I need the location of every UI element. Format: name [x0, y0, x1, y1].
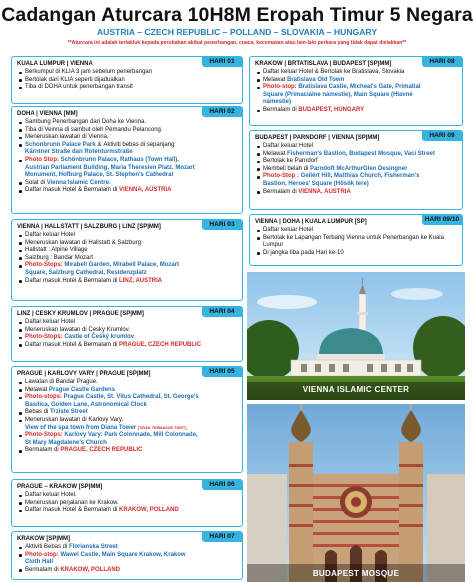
activity-text: VIENNA, AUSTRIA	[119, 187, 172, 194]
day-badge: HARI 02	[202, 107, 242, 117]
activity-text: Florianska Street	[69, 544, 118, 550]
activity-text: Cloth Hall	[25, 559, 53, 566]
activity-text: Meneruskan lawatan di Hallstatt & Salzburg	[25, 239, 142, 246]
day-card-01	[11, 56, 243, 104]
day-badge: HARI 05	[202, 367, 242, 377]
activity-item	[17, 425, 237, 433]
activity-item	[17, 447, 237, 455]
day-badge: HARI 06	[202, 480, 242, 490]
day-route: LINZ | CESKY KRUMLOV | PRAGUE [SP|MM]	[17, 311, 144, 317]
activity-text: Schönbrunn Palace, Rathaus (Town Hall),	[60, 156, 179, 163]
activity-text: Castle of Český krumlov	[64, 334, 135, 341]
page-title: Cadangan Aturcara 10H8M Eropah Timur 5 Negara	[1, 4, 473, 26]
activity-text: Basilica, Golden Lane, Astronomical Clock	[25, 401, 147, 408]
activity-item	[17, 119, 237, 127]
day-activity-list	[17, 232, 237, 285]
activity-item	[255, 99, 457, 107]
activity-text: KRAKOW, POLLAND	[119, 507, 179, 514]
activity-text: Di jangka tiba pada Hari ke-10	[263, 249, 344, 256]
day-card-03	[11, 219, 243, 301]
day-route: KUALA LUMPUR | VIENNA	[17, 61, 93, 67]
activity-text: Karlovy Vary: Park Colonnade, Mill Colonnade,	[64, 432, 198, 439]
countries-subtitle: AUSTRIA – CZECH REPUBLIC – POLLAND – SLOVAKIA – HUNGARY	[96, 27, 378, 37]
activity-item	[17, 172, 237, 180]
activity-text: [TIDAK TERMASUK TIKET]	[137, 425, 187, 430]
activity-text: Daftar masuk Hotel & Bermalam di	[25, 507, 120, 514]
activity-item	[17, 69, 237, 77]
activity-item	[17, 319, 237, 327]
activity-text: Bertolak dari KLIA seperti dijadualkan	[25, 76, 125, 83]
notice-text: **Aturcara ini adalah tertakluk kepada perubahan akibat penerbangan, cuaca, kecemasan atau lain-lain perkara yang tidak dapat dielakkan**	[67, 40, 407, 46]
day-card-06	[11, 479, 243, 527]
activity-item	[17, 157, 237, 165]
activity-item	[17, 492, 237, 500]
activity-text: Fisherman's Bastion, Budapest Mosque, Vaci Street	[287, 150, 435, 157]
budapest-photo-caption: BUDAPEST MOSQUE	[312, 569, 400, 578]
activity-item	[255, 166, 457, 174]
day-activity-list	[17, 379, 237, 455]
activity-text: Mirabell Garden, Mirabell Palace, Mozart	[64, 262, 180, 269]
day-card-02	[11, 106, 243, 214]
activity-item	[17, 187, 237, 195]
activity-text: BUDAPEST, HUNGARY	[298, 106, 365, 113]
day-activity-list	[17, 319, 237, 349]
day-route: PRAGUE – KRAKOW [SP|MM]	[17, 484, 103, 490]
vienna-photo-caption: VIENNA ISLAMIC CENTER	[302, 385, 410, 394]
activity-text: Aktiviti bebas di sepanjang	[103, 141, 175, 148]
activity-item	[17, 165, 237, 173]
activity-item	[17, 440, 237, 448]
activity-item	[17, 387, 237, 395]
activity-item	[17, 500, 237, 508]
activity-text: Bertolak ke Lapangan Terbang Vienna untuk Penerbangan ke Kuala	[263, 234, 444, 241]
activity-text: Meneruskan lawatan di Cesky Krumlov.	[25, 326, 130, 333]
activity-text: Lawatan di Bandar Prague.	[25, 379, 98, 385]
activity-text: Square (Primaciálne námestie), Main Square (Hlavné	[263, 91, 413, 98]
activity-text: Melawat	[25, 386, 50, 393]
day-activity-list	[17, 544, 237, 574]
activity-text: Photo-stop:	[263, 84, 299, 91]
activity-item	[255, 143, 457, 151]
day-route: KRAKOW [SP|MM]	[17, 536, 71, 542]
day-badge: HARI 03	[202, 220, 242, 230]
activity-item	[17, 394, 237, 402]
activity-text: Daftar keluar Hotel & Bertolak ke Bratislava, Slovakia	[263, 69, 405, 75]
activity-item	[17, 149, 237, 157]
activity-text: Daftar keluar Hotel	[263, 143, 314, 149]
activity-item	[17, 262, 237, 270]
activity-text: Membeli belah di	[263, 165, 311, 172]
activity-text: Photo-stops:	[25, 394, 64, 401]
activity-text: View of the spa town from Diana Tower	[25, 424, 138, 431]
activity-text: Photo Stop:	[25, 156, 61, 163]
day-badge: HARI 04	[202, 307, 242, 317]
day-badge: HARI 07	[202, 532, 242, 542]
activity-text: KRAKOW, POLLAND	[60, 566, 121, 573]
activity-text: Lumpur	[263, 242, 284, 249]
activity-text: Photo-Stop :	[263, 173, 301, 180]
budapest-mosque-photo	[247, 404, 465, 582]
day-card-05	[11, 366, 243, 473]
activity-text: Parndoft McArthurGlen Desingner	[310, 165, 408, 172]
activity-text: Trziste Street	[50, 409, 88, 416]
activity-text: Monument, Hofburg Palace, St. Stephen's Cathedral	[25, 172, 174, 179]
activity-item	[255, 189, 457, 197]
activity-item	[17, 552, 237, 560]
activity-text: Meneruskan lawatan di Vienna.	[25, 134, 109, 141]
activity-item	[255, 77, 457, 85]
vienna-mosque-illustration	[247, 272, 465, 400]
budapest-synagogue-illustration	[247, 404, 465, 582]
activity-text: Wawel Castle, Main Square Krakow, Krakow	[60, 551, 186, 558]
activity-text: VIENNA, AUSTRIA	[298, 188, 351, 195]
activity-text: Vienna Islamic Centre.	[46, 179, 111, 186]
activity-item	[17, 142, 237, 150]
activity-text: Tiba di DOHA untuk penerbangan transit	[25, 84, 133, 91]
activity-text: Melawat	[263, 150, 288, 157]
day-route: VIENNA | HALLSTATT | SALZBURG | LINZ [SP|MM]	[17, 224, 161, 230]
activity-text: PRAGUE, CZECH REPUBLIC	[119, 341, 202, 348]
activity-item	[17, 270, 237, 278]
activity-item	[17, 134, 237, 142]
day-activity-list	[255, 143, 457, 196]
activity-item	[255, 181, 457, 189]
day-badge: HARI 01	[202, 57, 242, 67]
day-activity-list	[17, 69, 237, 92]
activity-text: Schonbrunn Palace Park &	[25, 141, 104, 148]
day-card-09	[249, 130, 463, 210]
day-route: VIENNA | DOHA | KUALA LUMPUR [SP]	[255, 219, 367, 225]
activity-text: Gellért Hill, Matthias Church, Fisherman's	[300, 173, 420, 180]
activity-text: Daftar keluar Hotel	[263, 227, 314, 233]
activity-item	[17, 247, 237, 255]
activity-item	[255, 158, 457, 166]
activity-text: Bertolak ke Parndorf	[263, 158, 318, 165]
activity-item	[255, 84, 457, 92]
activity-text: Bratislava Castle, Micheal's Gate, Primatial	[298, 84, 421, 91]
activity-item	[17, 544, 237, 552]
activity-item	[255, 250, 457, 258]
activity-item	[255, 151, 457, 159]
day-activity-list	[255, 227, 457, 257]
day-badge: HARI 09	[422, 131, 462, 141]
activity-text: Photo-stop:	[25, 551, 61, 558]
activity-text: Salzburg : Bandar Mozart	[25, 254, 94, 261]
activity-text: Bermalam di	[263, 106, 299, 113]
day-route: DOHA | VIENNA [MM]	[17, 111, 78, 117]
day-activity-list	[17, 492, 237, 515]
activity-text: Photo-Stops:	[25, 432, 65, 439]
day-card-08	[249, 56, 463, 126]
activity-item	[17, 559, 237, 567]
activity-text: Meneruskan lawatan di Karlovy Vary.	[25, 416, 124, 423]
activity-item	[255, 92, 457, 100]
activity-item	[255, 173, 457, 181]
activity-text: Square, Salzburg Cathedral, Residenzplatz	[25, 269, 147, 276]
activity-text: Bratislava Old Town	[287, 76, 345, 83]
activity-text: Bermalam di	[263, 188, 299, 195]
day-badge: HARI 08	[422, 57, 462, 67]
activity-text: Bebas di	[25, 409, 51, 416]
activity-text: Melawat	[263, 76, 288, 83]
activity-text: Prague Castle, St. Vitus Cathedral, St. George's	[63, 394, 199, 401]
day-route: BUDAPEST | PARNDORF | VIENNA [SP|MM]	[255, 135, 380, 141]
activity-text: Kärntner Straße dan Rotenturmstraße	[25, 149, 133, 156]
day-badge: HARI 09/10	[422, 215, 462, 225]
activity-text: Austrian Parliament Building, Maria Theresien Platz, Mozart	[25, 164, 195, 171]
activity-text: Hallstatt : Alpine Village	[25, 247, 88, 254]
activity-item	[17, 409, 237, 417]
activity-text: Daftar masuk Hotel & Bermalam di	[25, 341, 120, 348]
activity-text: Bermalam di	[25, 447, 61, 454]
day-route: PRAGUE | KARLOVY VARY | PRAGUE [SP|MM]	[17, 371, 151, 377]
activity-text: Photo-Stops:	[25, 334, 65, 341]
activity-item	[17, 180, 237, 188]
activity-text: Prague Castle Gardens	[49, 386, 116, 393]
activity-text: Daftar keluar Hotel	[25, 232, 76, 238]
activity-item	[17, 232, 237, 240]
day-card-07	[11, 531, 243, 580]
day-route: KRAKOW | BRTATISLAVA | BUDAPEST [SP|MM]	[255, 61, 392, 67]
activity-text: Daftar masuk Hotel & Bermalam di	[25, 187, 120, 194]
day-card-09-10	[249, 214, 463, 266]
activity-item	[17, 240, 237, 248]
activity-item	[255, 69, 457, 77]
activity-item	[17, 379, 237, 387]
activity-item	[255, 227, 457, 235]
activity-item	[17, 342, 237, 350]
activity-text: LINZ, AUSTRIA	[119, 277, 163, 284]
activity-text: Meneruskan perjalanan ke Krakow.	[25, 499, 119, 506]
activity-item	[17, 77, 237, 85]
activity-text: Bastion, Heroes' Square (Hősök tere)	[263, 180, 369, 187]
day-activity-list	[17, 119, 237, 195]
activity-text: Daftar masuk Hotel & Bermalam di	[25, 277, 120, 284]
activity-text: Sambung Penerbangan dari Doha ke Vienna.	[25, 119, 146, 125]
activity-item	[17, 432, 237, 440]
activity-text: námestie)	[263, 99, 292, 106]
activity-text: St Mary Magdalene's Church	[25, 439, 107, 446]
activity-text: Berkumpul di KLIA 3 jam sebelum penerbangan	[25, 69, 153, 75]
activity-item	[17, 84, 237, 92]
activity-item	[17, 255, 237, 263]
activity-item	[17, 278, 237, 286]
activity-item	[17, 567, 237, 575]
activity-text: Solat di	[25, 179, 47, 186]
activity-item	[255, 107, 457, 115]
activity-item	[17, 402, 237, 410]
activity-text: Daftar keluar Hotel.	[25, 492, 77, 498]
activity-item	[17, 127, 237, 135]
activity-text: Aktiviti Bebas di	[25, 544, 70, 550]
activity-text: Photo-Stops:	[25, 262, 65, 269]
day-card-04	[11, 306, 243, 362]
activity-item	[17, 507, 237, 515]
activity-text: Daftar keluar Hotel	[25, 319, 76, 325]
activity-text: PRAGUE, CZECH REPUBLIC	[60, 447, 143, 454]
vienna-islamic-center-photo	[247, 272, 465, 400]
activity-item	[17, 334, 237, 342]
activity-item	[255, 242, 457, 250]
activity-text: Bermalam di	[25, 566, 61, 573]
activity-item	[17, 417, 237, 425]
activity-item	[255, 235, 457, 243]
activity-text: Tiba di Veinna di sambut oleh Pemandu Pelancong.	[25, 126, 163, 133]
day-activity-list	[255, 69, 457, 115]
